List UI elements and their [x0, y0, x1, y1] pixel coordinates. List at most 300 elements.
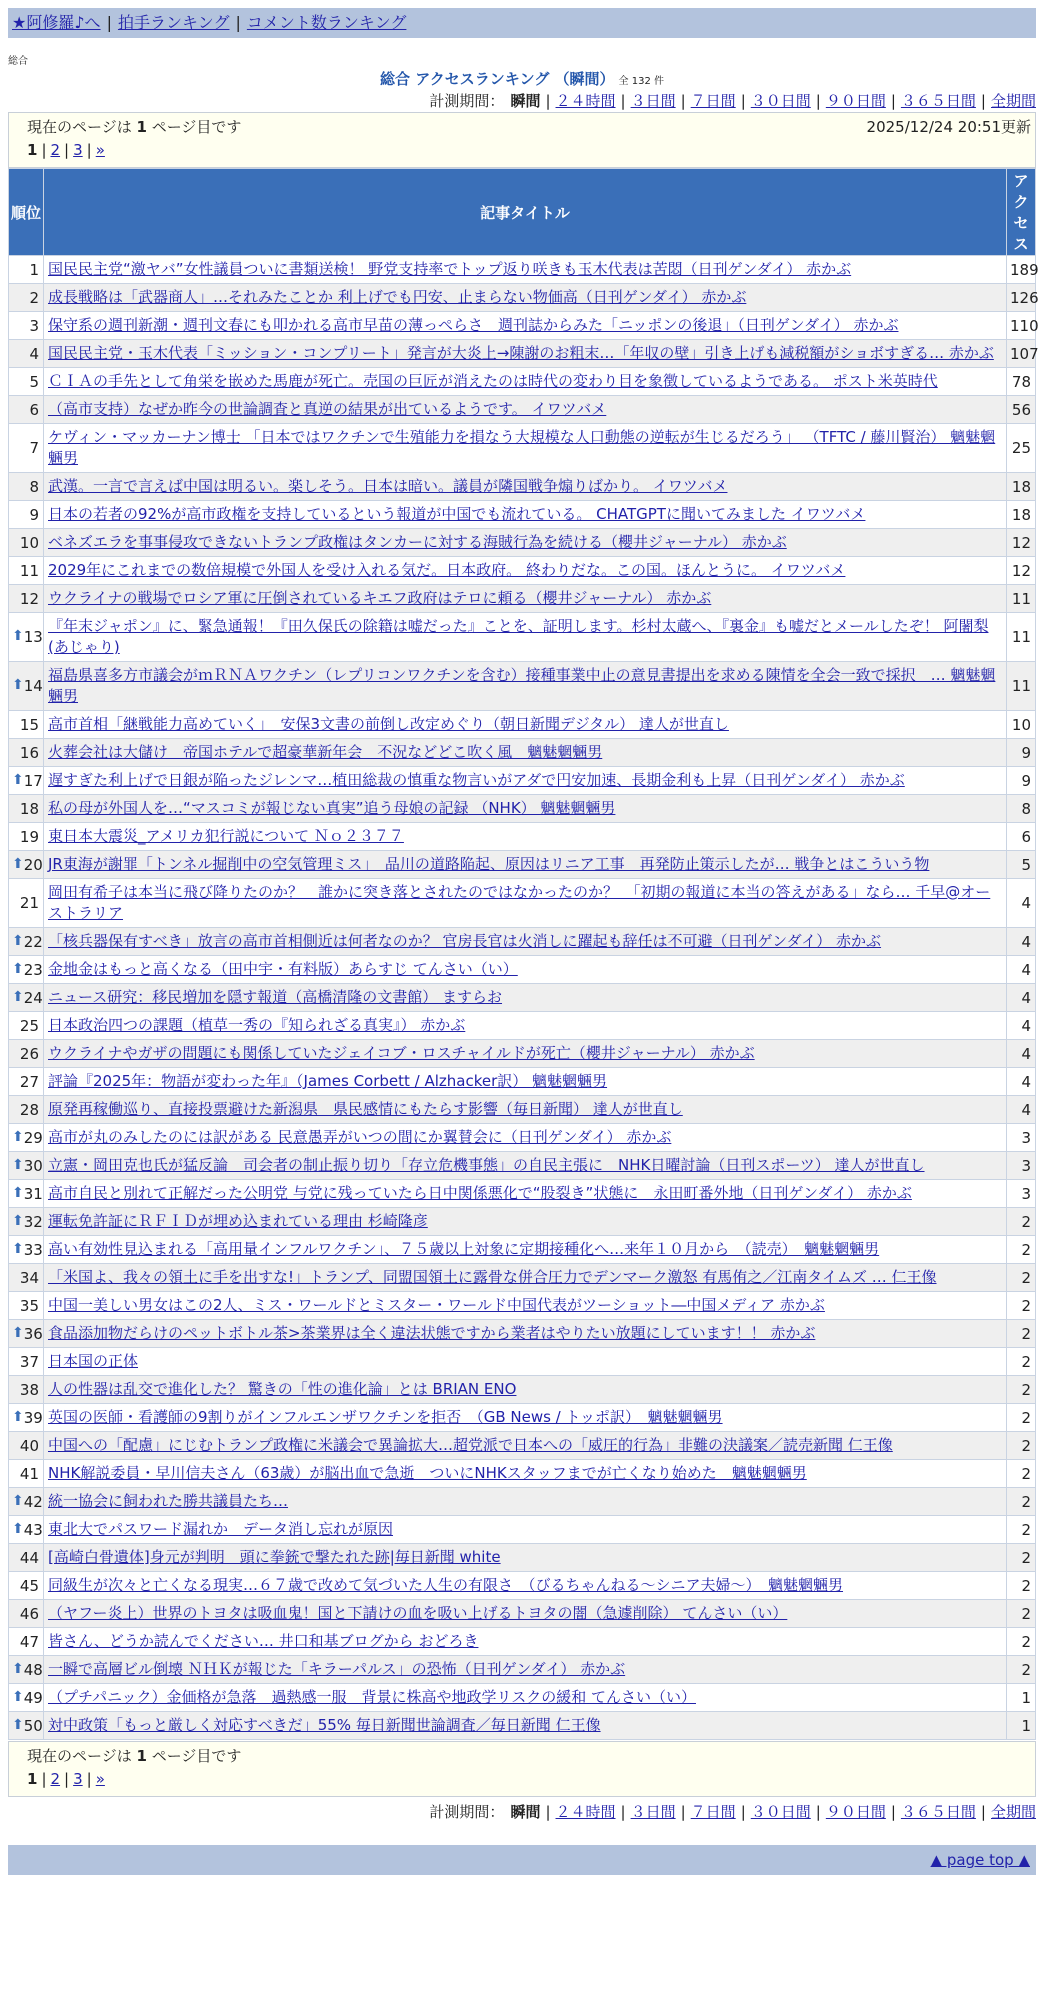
access-count: 1 [1007, 1712, 1035, 1739]
article-title-link[interactable]: 成長戦略は「武器商人」…それみたことか 利上げでも円安、止まらない物価高（日刊ゲンダイ） 赤かぶ [48, 288, 747, 306]
period-separator: | [740, 1803, 746, 1821]
rank-cell [9, 1432, 43, 1459]
table-row [9, 1348, 1035, 1375]
table-row [9, 1292, 1035, 1319]
rank-up-arrow-icon: ⬆ [12, 1240, 24, 1257]
title-cell [44, 1068, 1006, 1095]
period-separator: | [545, 92, 551, 110]
rank-number: 5 [29, 372, 39, 391]
nav-separator: | [106, 13, 112, 32]
access-count: 3 [1007, 1124, 1035, 1151]
table-row [9, 1236, 1035, 1263]
rank-cell [9, 1348, 43, 1375]
rank-up-arrow-icon: ⬆ [12, 677, 24, 693]
access-count: 2 [1007, 1628, 1035, 1655]
total-count: 全 132 件 [618, 76, 664, 87]
applause-ranking-link[interactable]: 拍手ランキング [117, 13, 230, 32]
access-count: 2 [1007, 1376, 1035, 1403]
article-title-link[interactable]: 国民民主党・玉木代表「ミッション・コンプリート」発言が大炎上→陳謝のお粗末…「年収の壁」引き上げも減税額がショボすぎる… 赤かぶ [48, 344, 994, 362]
article-title-link[interactable]: 高市自民と別れて正解だった公明党 与党に残っていたら日中関係悪化で“股裂き”状態に 永田町番外地（日刊ゲンダイ） 赤かぶ [48, 1184, 912, 1202]
article-title-link[interactable]: 対中政策「もっと厳しく対応すべきだ」55% 毎日新聞世論調査／毎日新聞 仁王像 [48, 1716, 601, 1734]
rank-number: 14 [23, 677, 43, 695]
title-cell [44, 851, 1006, 878]
rank-number: 41 [19, 1464, 39, 1483]
article-title-link[interactable]: 金地金はもっと高くなる（田中宇・有料版）あらすじ てんさい（い） [48, 960, 518, 978]
page-top-link[interactable]: ▲ page top ▲ [930, 1851, 1030, 1869]
rank-header: 順位 [9, 169, 43, 255]
access-count: 25 [1007, 424, 1035, 472]
period-separator: | [545, 1803, 551, 1821]
access-count: 18 [1007, 473, 1035, 500]
access-count: 2 [1007, 1348, 1035, 1375]
rank-up-arrow-icon: ⬆ [12, 1716, 24, 1733]
pagination-separator: | [41, 141, 47, 159]
rank-number: 8 [29, 477, 39, 496]
table-row [9, 613, 1035, 661]
rank-cell [9, 340, 43, 367]
rank-number: 11 [19, 561, 39, 580]
table-row [9, 1152, 1035, 1179]
period-separator: | [890, 1803, 896, 1821]
rank-number: 33 [23, 1240, 43, 1259]
table-row [9, 1124, 1035, 1151]
title-cell [44, 284, 1006, 311]
access-header: アクセス [1007, 169, 1035, 255]
bottom-nav [8, 1845, 1036, 1875]
rank-number: 1 [29, 260, 39, 279]
rank-up-arrow-icon: ⬆ [12, 1520, 24, 1537]
title-cell [44, 1628, 1006, 1655]
title-cell [44, 424, 1006, 472]
rank-up-arrow-icon: ⬆ [12, 960, 24, 977]
article-title-link[interactable]: 中国一美しい男女はこの2人、ミス・ワールドとミスター・ワールド中国代表がツーショット―中国メディア 赤かぶ [48, 1296, 825, 1314]
article-title-link[interactable]: 一瞬で高層ビル倒壊 ＮＨＫが報じた「キラーパルス」の恐怖（日刊ゲンダイ） 赤かぶ [48, 1660, 626, 1678]
title-cell [44, 312, 1006, 339]
access-count: 9 [1007, 739, 1035, 766]
rank-up-arrow-icon: ⬆ [12, 1156, 24, 1173]
period-option-link[interactable]: ２４時間 [555, 92, 616, 110]
rank-number: 24 [23, 988, 43, 1007]
rank-cell [9, 1376, 43, 1403]
access-count: 56 [1007, 396, 1035, 423]
article-title-link[interactable]: 国民民主党“激ヤバ”女性議員ついに書類送検！ 野党支持率でトップ返り咲きも玉木代表は苦悶（日刊ゲンダイ） 赤かぶ [48, 260, 852, 278]
pagination-next-link[interactable]: » [95, 1770, 105, 1788]
rank-number: 30 [23, 1156, 43, 1175]
pagination-page-link[interactable]: 3 [73, 1770, 83, 1788]
title-cell [44, 585, 1006, 612]
table-row [9, 1516, 1035, 1543]
access-count: 4 [1007, 956, 1035, 983]
article-title-link[interactable]: 高市首相「継戦能力高めていく」 安保3文書の前倒し改定めぐり（朝日新聞デジタル） 達人が世直し [48, 715, 729, 733]
rank-cell [9, 1068, 43, 1095]
period-option-link[interactable]: 全期間 [990, 92, 1036, 110]
title-cell [44, 711, 1006, 738]
article-title-link[interactable]: 岡田有希子は本当に飛び降りたのか？ 誰かに突き落とされたのではなかったのか？ 「初期の報道に本当の答えがある」なら… 千早@オーストラリア [48, 883, 991, 922]
rank-cell [9, 613, 43, 661]
pagination-page-link[interactable]: 3 [73, 141, 83, 159]
period-option-link[interactable]: ７日間 [690, 92, 736, 110]
rank-number: 47 [19, 1632, 39, 1651]
table-row [9, 1096, 1035, 1123]
rank-cell [9, 1040, 43, 1067]
title-cell [44, 1320, 1006, 1347]
rank-cell [9, 1320, 43, 1347]
period-separator: | [815, 1803, 821, 1821]
section-label: 総合 [8, 56, 28, 67]
article-title-link[interactable]: （高市支持）なぜか昨今の世論調査と真逆の結果が出ているようです。 イワツバメ [48, 400, 607, 418]
access-count: 4 [1007, 879, 1035, 927]
period-selector-top [8, 90, 1036, 112]
period-current: 瞬間 [510, 92, 541, 110]
table-row [9, 767, 1035, 794]
rank-up-arrow-icon: ⬆ [12, 1184, 24, 1201]
table-row [9, 1572, 1035, 1599]
title-cell [44, 1656, 1006, 1683]
article-title-link[interactable]: ニュース研究：移民増加を隠す報道（高橋清隆の文書館） ますらお [48, 988, 503, 1006]
title-cell [44, 473, 1006, 500]
access-count: 4 [1007, 1012, 1035, 1039]
article-title-link[interactable]: 日本国の正体 [48, 1352, 139, 1370]
access-count: 2 [1007, 1236, 1035, 1263]
rank-cell [9, 956, 43, 983]
pagination-page-link[interactable]: 2 [50, 1770, 61, 1788]
rank-up-arrow-icon: ⬆ [12, 628, 24, 644]
rank-cell [9, 284, 43, 311]
rank-up-arrow-icon: ⬆ [12, 932, 24, 949]
article-title-link[interactable]: 「核兵器保有すべき」放言の高市首相側近は何者なのか？ 官房長官は火消しに躍起も辞任は不可避（日刊ゲンダイ） 赤かぶ [48, 932, 882, 950]
page-info-top [8, 112, 1036, 168]
rank-number: 9 [29, 505, 39, 524]
rank-up-arrow-icon: ⬆ [12, 855, 24, 872]
access-count: 2 [1007, 1432, 1035, 1459]
access-count: 2 [1007, 1264, 1035, 1291]
access-count: 12 [1007, 529, 1035, 556]
title-cell [44, 662, 1006, 710]
article-title-link[interactable]: 火葬会社は大儲け 帝国ホテルで超豪華新年会 不況などどこ吹く風 魑魅魍魎男 [48, 743, 603, 761]
title-cell [44, 396, 1006, 423]
home-link[interactable]: ★阿修羅♪へ [12, 13, 101, 32]
rank-number: 31 [23, 1184, 43, 1203]
table-row [9, 1628, 1035, 1655]
rank-number: 37 [19, 1352, 39, 1371]
period-option-link[interactable]: ３６５日間 [900, 92, 976, 110]
rank-number: 42 [23, 1492, 43, 1511]
article-title-link[interactable]: 高い有効性見込まれる「高用量インフルワクチン」、７５歳以上対象に定期接種化へ…来年１０月から （読売） 魑魅魍魎男 [48, 1240, 880, 1258]
article-title-link[interactable]: [高崎白骨遺体]身元が判明 頭に拳銃で撃たれた跡|毎日新聞 white [48, 1548, 501, 1566]
title-cell [44, 1460, 1006, 1487]
article-title-link[interactable]: 日本の若者の92%が高市政権を支持しているという報道が中国でも流れている。 CHATGPTに聞いてみました イワツバメ [48, 505, 866, 523]
period-option-link[interactable]: ３日間 [630, 1803, 676, 1821]
period-separator: | [740, 92, 746, 110]
article-title-link[interactable]: 私の母が外国人を…“マスコミが報じない真実”追う母娘の記録 （NHK） 魑魅魍魎男 [48, 799, 616, 817]
table-row [9, 529, 1035, 556]
ranking-title-row [8, 68, 1036, 86]
access-count: 3 [1007, 1152, 1035, 1179]
article-title-link[interactable]: （プチパニック）金価格が急落 過熱感一服 背景に株高や地政学リスクの緩和 てんさい（い） [48, 1688, 696, 1706]
access-count: 1 [1007, 1684, 1035, 1711]
rank-cell [9, 879, 43, 927]
rank-cell [9, 501, 43, 528]
article-title-link[interactable]: NHK解説委員・早川信夫さん（63歳）が脳出血で急逝 ついにNHKスタッフまでが亡くなり始めた 魑魅魍魎男 [48, 1464, 807, 1482]
title-cell [44, 1292, 1006, 1319]
table-row [9, 1208, 1035, 1235]
period-separator: | [680, 92, 686, 110]
article-title-link[interactable]: ウクライナの戦場でロシア軍に圧倒されているキエフ政府はテロに頼る（櫻井ジャーナル） 赤かぶ [48, 589, 712, 607]
pagination-separator: | [86, 1770, 92, 1788]
article-title-link[interactable]: 英国の医師・看護師の9割りがインフルエンザワクチンを拒否 （GB News / トッポ訳） 魑魅魍魎男 [48, 1408, 723, 1426]
title-cell [44, 1124, 1006, 1151]
access-count: 2 [1007, 1600, 1035, 1627]
access-count: 2 [1007, 1320, 1035, 1347]
rank-cell [9, 851, 43, 878]
period-option-link[interactable]: ３０日間 [750, 1803, 811, 1821]
rank-up-arrow-icon: ⬆ [12, 1660, 24, 1677]
access-count: 6 [1007, 823, 1035, 850]
title-cell [44, 1208, 1006, 1235]
article-title-link[interactable]: 2029年にこれまでの数倍規模で外国人を受け入れる気だ。日本政府。 終わりだな。この国。ほんとうに。 イワツバメ [48, 561, 846, 579]
title-cell [44, 501, 1006, 528]
rank-number: 25 [19, 1016, 39, 1035]
access-count: 2 [1007, 1656, 1035, 1683]
period-option-link[interactable]: ２４時間 [555, 1803, 616, 1821]
ranking-title-text: 総合 アクセスランキング （瞬間） [380, 70, 615, 88]
period-separator: | [815, 92, 821, 110]
article-title-link[interactable]: ＣＩＡの手先として角栄を嵌めた馬鹿が死亡。売国の巨匠が消えたのは時代の変わり目を象徴しているようである。 ポスト米英時代 [48, 372, 938, 390]
pagination-next-link[interactable]: » [95, 141, 105, 159]
table-row [9, 1544, 1035, 1571]
rank-number: 28 [19, 1100, 39, 1119]
updated-timestamp: 2025/12/24 20:51更新 [866, 118, 1031, 136]
rank-number: 16 [19, 743, 39, 762]
pagination-separator: | [41, 1770, 47, 1788]
rank-cell [9, 1572, 43, 1599]
table-row [9, 340, 1035, 367]
rank-number: 12 [19, 589, 39, 608]
article-title-link[interactable]: 皆さん、どうか読んでください… 井口和基ブログから おどろき [48, 1632, 479, 1650]
rank-number: 20 [23, 855, 43, 874]
title-cell [44, 739, 1006, 766]
ranking-table [8, 168, 1039, 1740]
rank-cell [9, 256, 43, 283]
title-cell [44, 1376, 1006, 1403]
article-title-link[interactable]: 日本政治四つの課題（植草一秀の『知られざる真実』） 赤かぶ [48, 1016, 466, 1034]
rank-cell [9, 1096, 43, 1123]
title-cell [44, 1516, 1006, 1543]
title-cell [44, 1040, 1006, 1067]
article-title-link[interactable]: 食品添加物だらけのペットボトル茶>茶業界は全く違法状態ですから業者はやりたい放題にしています！！ 赤かぶ [48, 1324, 816, 1342]
rank-number: 34 [19, 1268, 39, 1287]
table-row [9, 662, 1035, 710]
period-separator: | [620, 1803, 626, 1821]
rank-cell [9, 1264, 43, 1291]
access-count: 11 [1007, 613, 1035, 661]
rank-number: 10 [19, 533, 39, 552]
article-title-link[interactable]: 東日本大震災_アメリカ犯行説について Ｎｏ２３７７ [48, 827, 404, 845]
rank-number: 18 [19, 799, 39, 818]
rank-cell [9, 1180, 43, 1207]
rank-cell [9, 767, 43, 794]
table-row [9, 368, 1035, 395]
article-title-link[interactable]: 統一協会に飼われた勝共議員たち… [48, 1492, 289, 1510]
pagination-separator: | [86, 141, 92, 159]
top-nav [8, 8, 1036, 38]
table-row [9, 585, 1035, 612]
comment-ranking-link[interactable]: コメント数ランキング [246, 13, 407, 32]
article-title-link[interactable]: 福島県喜多方市議会がｍＲＮＡワクチン（レプリコンワクチンを含む）接種事業中止の意見書提出を求める陳情を全会一致で採択 … 魑魅魍魎男 [48, 666, 996, 705]
access-count: 4 [1007, 1068, 1035, 1095]
rank-number: 13 [23, 628, 43, 646]
rank-up-arrow-icon: ⬆ [12, 1128, 24, 1145]
rank-cell [9, 1152, 43, 1179]
table-row [9, 1320, 1035, 1347]
article-title-link[interactable]: 保守系の週刊新潮・週刊文春にも叩かれる高市早苗の薄っぺらさ 週刊誌からみた「ニッポンの後退」（日刊ゲンダイ） 赤かぶ [48, 316, 899, 334]
table-row [9, 928, 1035, 955]
period-option-link[interactable]: ３６５日間 [900, 1803, 976, 1821]
table-row [9, 1404, 1035, 1431]
access-count: 126 [1007, 284, 1035, 311]
access-count: 4 [1007, 928, 1035, 955]
rank-cell [9, 984, 43, 1011]
table-row [9, 424, 1035, 472]
title-cell [44, 368, 1006, 395]
rank-cell [9, 473, 43, 500]
rank-number: 26 [19, 1044, 39, 1063]
rank-number: 36 [23, 1324, 43, 1343]
article-title-link[interactable]: 評論『2025年：物語が変わった年』（James Corbett / Alzhacker訳） 魑魅魍魎男 [48, 1072, 608, 1090]
title-cell [44, 1236, 1006, 1263]
pagination-page-link[interactable]: 2 [50, 141, 61, 159]
title-cell [44, 1600, 1006, 1627]
title-cell [44, 1432, 1006, 1459]
title-cell [44, 795, 1006, 822]
access-count: 2 [1007, 1516, 1035, 1543]
rank-number: 2 [29, 288, 39, 307]
rank-number: 6 [29, 400, 39, 419]
period-current: 瞬間 [510, 1803, 541, 1821]
rank-cell [9, 928, 43, 955]
article-title-link[interactable]: 『年末ジャポン』に、緊急通報！『田久保氏の除籍は嘘だった』ことを、証明します。杉村太蔵へ、『裏金』も嘘だとメールしたぞ！ 阿闍梨(あじゃり) [48, 617, 989, 656]
current-page-text: 現在のページは 1 ページ目です [27, 118, 242, 136]
period-option-link[interactable]: 全期間 [990, 1803, 1036, 1821]
access-count: 4 [1007, 1096, 1035, 1123]
rank-number: 19 [19, 827, 39, 846]
rank-number: 44 [19, 1548, 39, 1567]
rank-cell [9, 1404, 43, 1431]
article-title-link[interactable]: 武漢。一言で言えば中国は明るい。楽しそう。日本は暗い。議員が隣国戦争煽りばかり。 イワツバメ [48, 477, 728, 495]
table-row [9, 557, 1035, 584]
title-cell [44, 1544, 1006, 1571]
period-option-link[interactable]: ７日間 [690, 1803, 736, 1821]
article-title-link[interactable]: 原発再稼働巡り、直接投票避けた新潟県 県民感情にもたらす影響（毎日新聞） 達人が世直し [48, 1100, 683, 1118]
table-row [9, 256, 1035, 283]
rank-number: 46 [19, 1604, 39, 1623]
rank-cell [9, 1012, 43, 1039]
table-row [9, 956, 1035, 983]
rank-number: 35 [19, 1296, 39, 1315]
access-count: 10 [1007, 711, 1035, 738]
rank-number: 43 [23, 1520, 43, 1539]
period-option-link[interactable]: ３０日間 [750, 92, 811, 110]
table-row [9, 1376, 1035, 1403]
rank-cell [9, 557, 43, 584]
rank-up-arrow-icon: ⬆ [12, 1212, 24, 1229]
table-row [9, 795, 1035, 822]
rank-number: 27 [19, 1072, 39, 1091]
rank-cell [9, 1600, 43, 1627]
title-cell [44, 613, 1006, 661]
ranking-title [380, 70, 664, 88]
table-row [9, 1600, 1035, 1627]
period-option-link[interactable]: ９０日間 [825, 92, 886, 110]
title-cell [44, 879, 1006, 927]
rank-number: 7 [29, 439, 39, 457]
rank-cell [9, 1684, 43, 1711]
article-title-link[interactable]: ウクライナやガザの問題にも関係していたジェイコブ・ロスチャイルドが死亡（櫻井ジャーナル） 赤かぶ [48, 1044, 755, 1062]
title-cell [44, 1488, 1006, 1515]
table-row [9, 1460, 1035, 1487]
rank-cell [9, 1236, 43, 1263]
period-separator: | [980, 92, 986, 110]
title-cell [44, 256, 1006, 283]
table-row [9, 879, 1035, 927]
article-title-link[interactable]: 遅すぎた利上げで日銀が陥ったジレンマ…植田総裁の慎重な物言いがアダで円安加速、長期金利も上昇（日刊ゲンダイ） 赤かぶ [48, 771, 905, 789]
article-title-link[interactable]: 人の性器は乱交で進化した？ 驚きの「性の進化論」とは BRIAN ENO [48, 1380, 517, 1398]
article-title-link[interactable]: 中国への「配慮」にじむトランプ政権に米議会で異論拡大…超党派で日本への「威圧的行為」非難の決議案／読売新聞 仁王像 [48, 1436, 893, 1454]
title-cell [44, 1348, 1006, 1375]
rank-cell [9, 312, 43, 339]
article-title-link[interactable]: 立憲・岡田克也氏が猛反論 司会者の制止振り切り「存立危機事態」の自民主張に NHK日曜討論（日刊スポーツ） 達人が世直し [48, 1156, 925, 1174]
rank-up-arrow-icon: ⬆ [12, 1688, 24, 1705]
title-cell [44, 1684, 1006, 1711]
period-option-link[interactable]: ９０日間 [825, 1803, 886, 1821]
rank-number: 32 [23, 1212, 43, 1231]
article-title-link[interactable]: 運転免許証にＲＦＩＤが埋め込まれている理由 杉崎隆彦 [48, 1212, 428, 1230]
table-row [9, 851, 1035, 878]
title-cell [44, 1712, 1006, 1739]
article-title-link[interactable]: （ヤフー炎上）世界のトヨタは吸血鬼！国と下請けの血を吸い上げるトヨタの闇（急遽削除） てんさい（い） [48, 1604, 788, 1622]
rank-cell [9, 1488, 43, 1515]
rank-number: 45 [19, 1576, 39, 1595]
period-option-link[interactable]: ３日間 [630, 92, 676, 110]
article-title-link[interactable]: 東北大でパスワード漏れか データ消し忘れが原因 [48, 1520, 394, 1538]
access-count: 2 [1007, 1572, 1035, 1599]
article-title-link[interactable]: JR東海が謝罪「トンネル掘削中の空気管理ミス」 品川の道路陥起、原因はリニア工事 再発防止策示したが… 戦争とはこういう物 [48, 855, 930, 873]
access-count: 110 [1007, 312, 1035, 339]
rank-cell [9, 396, 43, 423]
access-count: 2 [1007, 1292, 1035, 1319]
rank-number: 23 [23, 960, 43, 979]
title-cell [44, 767, 1006, 794]
article-title-link[interactable]: ケヴィン・マッカーナン博士 「日本ではワクチンで生殖能力を損なう大規模な人口動態の逆転が生じるだろう」 （TFTC / 藤川賢治） 魑魅魍魎男 [48, 428, 996, 467]
rank-number: 50 [23, 1716, 43, 1735]
title-cell [44, 1180, 1006, 1207]
table-row [9, 1488, 1035, 1515]
article-title-link[interactable]: 同級生が次々と亡くなる現実…６７歳で改めて気づいた人生の有限さ （びるちゃんねる～シニア夫婦～） 魑魅魍魎男 [48, 1576, 844, 1594]
rank-cell [9, 529, 43, 556]
period-separator: | [980, 1803, 986, 1821]
article-title-link[interactable]: 「米国よ、我々の領土に手を出すな!」トランプ、同盟国領土に露骨な併合圧力でデンマーク激怒 有馬侑之／江南タイムズ … 仁王像 [48, 1268, 937, 1286]
title-cell [44, 1572, 1006, 1599]
access-count: 2 [1007, 1460, 1035, 1487]
article-title-link[interactable]: ベネズエラを事事侵攻できないトランプ政権はタンカーに対する海賊行為を続ける（櫻井ジャーナル） 赤かぶ [48, 533, 787, 551]
rank-up-arrow-icon: ⬆ [12, 1408, 24, 1425]
period-separator: | [890, 92, 896, 110]
rank-number: 49 [23, 1688, 43, 1707]
access-count: 107 [1007, 340, 1035, 367]
article-title-link[interactable]: 高市が丸のみしたのには訳がある 民意愚弄がいつの間にか翼賛会に（日刊ゲンダイ） 赤かぶ [48, 1128, 672, 1146]
pagination-top [27, 139, 1035, 161]
title-header: 記事タイトル [44, 169, 1006, 255]
